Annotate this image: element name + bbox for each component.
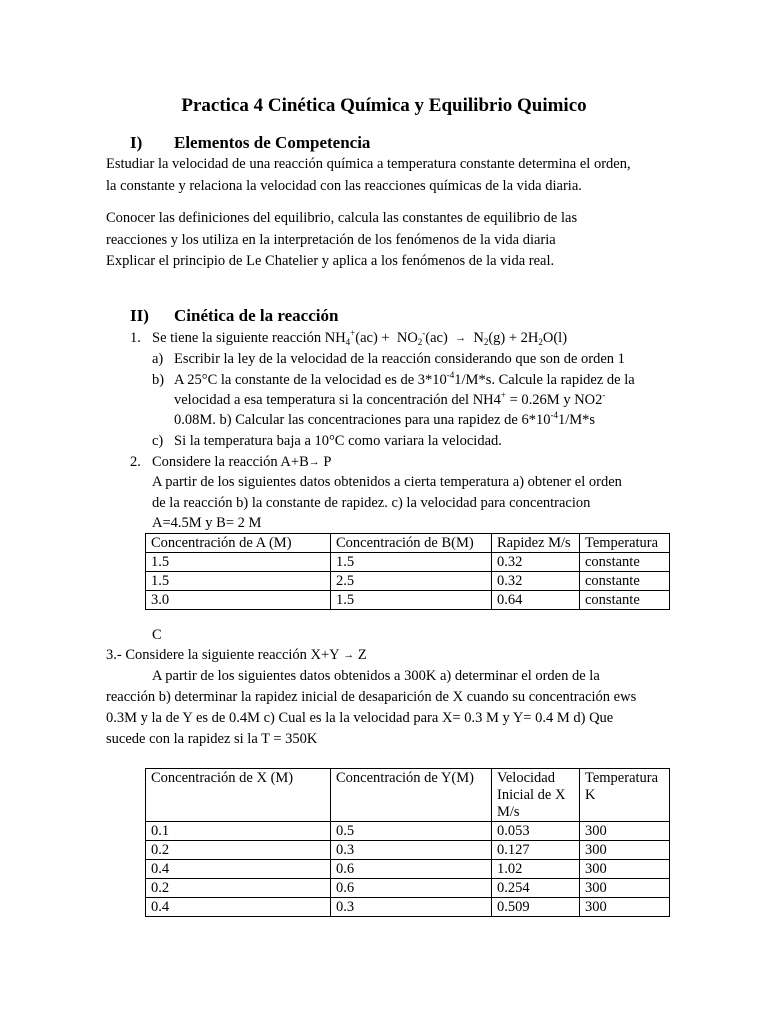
table-row [146, 572, 670, 591]
table-header-row [146, 534, 670, 553]
table-cell: 0.32 [492, 572, 580, 591]
section-2-number: II) [130, 306, 149, 325]
q3-line: 0.3M y la de Y es de 0.4M c) Cual es la la velocidad para X= 0.3 M y Y= 0.4 M d) Que [106, 710, 614, 726]
table-header-cell: Concentración de X (M) [146, 769, 331, 822]
q1-b-line-3: 0.08M. b) Calcular las concentraciones para una rapidez de $6*10^{-4}1/M*s$ [174, 410, 596, 428]
table-cell: 1.5 [331, 553, 492, 572]
q1-products: $N_2(g) + 2H_2O(l)$ [473, 330, 568, 347]
reaction-arrow-icon: → [343, 649, 355, 661]
section-1-line: Conocer las definiciones del equilibrio, calcula las constantes de equilibrio de las [106, 210, 578, 226]
q2-data-table [145, 533, 670, 610]
table-cell: 0.4 [146, 898, 331, 917]
table-cell: 0.509 [492, 898, 580, 917]
q2-line: de la reacción b) la constante de rapidez. c) la velocidad para concentracion [152, 495, 591, 511]
table-cell: 0.5 [331, 822, 492, 841]
q1-b-line-1: A 25°C la constante de la velocidad es de $3*10^{-4}1/M*s$. Calcule la rapidez de la [174, 370, 635, 388]
section-1-number: I) [130, 133, 143, 152]
q3-data-table [145, 768, 670, 917]
table-header-cell: Rapidez M/s [492, 534, 580, 553]
q2-number: 2. [130, 454, 141, 470]
table-cell: 0.254 [492, 879, 580, 898]
q3-line: A partir de los siguientes datos obtenidos a 300K a) determinar el orden de la [152, 668, 600, 684]
section-1-line: Estudiar la velocidad de una reacción química a temperatura constante determina el orden, [106, 156, 631, 172]
table-cell: 3.0 [146, 591, 331, 610]
section-2-heading: Cinética de la reacción [174, 306, 339, 325]
table-cell: 300 [580, 841, 670, 860]
reaction-arrow-icon: → [455, 332, 467, 344]
q1-b-label: b) [152, 372, 165, 388]
table-cell: 300 [580, 879, 670, 898]
table-cell: 0.64 [492, 591, 580, 610]
q1-a-text: Escribir la ley de la velocidad de la reacción considerando que son de orden 1 [174, 351, 625, 367]
table-header-row [146, 769, 670, 822]
q3-line: reacción b) determinar la rapidez inicial de desaparición de X cuando su concentración ews [106, 689, 637, 705]
reaction-arrow-icon: → [308, 456, 320, 468]
table-row [146, 879, 670, 898]
q3-intro: 3.- Considere la siguiente reacción X+Y → Z [106, 647, 367, 663]
table-cell: 1.5 [331, 591, 492, 610]
q3-line: sucede con la rapidez si la T = 350K [106, 731, 318, 747]
table-cell: 0.053 [492, 822, 580, 841]
q1-species-no2: $NO_2^-$ [396, 328, 426, 347]
table-row [146, 860, 670, 879]
table-cell: constante [580, 553, 670, 572]
table-cell: 0.6 [331, 879, 492, 898]
table-cell: 0.6 [331, 860, 492, 879]
table-cell: 0.4 [146, 860, 331, 879]
table-header-cell: Concentración de B(M) [331, 534, 492, 553]
table-header-cell: Velocidad Inicial de X M/s [492, 769, 580, 822]
table-header-cell: Concentración de A (M) [146, 534, 331, 553]
table-cell: 1.5 [146, 572, 331, 591]
q2-intro: Considere la reacción A+B→ P [152, 454, 332, 470]
q2-line: A=4.5M y B= 2 M [152, 515, 262, 531]
q1-number: 1. [130, 330, 141, 346]
table-row [146, 553, 670, 572]
table-cell: 0.127 [492, 841, 580, 860]
table-row [146, 898, 670, 917]
table-cell: 0.2 [146, 879, 331, 898]
section-1-line: Explicar el principio de Le Chatelier y aplica a los fenómenos de la vida real. [106, 253, 555, 269]
page-title: Practica 4 Cinética Química y Equilibrio Quimico [181, 95, 587, 116]
table-cell: 0.3 [331, 841, 492, 860]
q1-c-label: c) [152, 433, 164, 449]
table-cell: 1.02 [492, 860, 580, 879]
table-header-cell: Concentración de Y(M) [331, 769, 492, 822]
section-1-line: la constante y relaciona la velocidad con las reacciones químicas de la vida diaria. [106, 178, 582, 194]
q1-b-line-2: velocidad a esa temperatura si la concentración del NH4+ = 0.26M y NO2- [174, 390, 606, 408]
q1-intro: Se tiene la siguiente reacción [152, 330, 322, 346]
table-cell: 0.1 [146, 822, 331, 841]
q2-line: A partir de los siguientes datos obtenidos a cierta temperatura a) obtener el orden [152, 474, 622, 490]
table-row [146, 591, 670, 610]
q2-trailing-text: C [152, 627, 162, 643]
table-cell: 2.5 [331, 572, 492, 591]
section-1-line: reacciones y los utiliza en la interpretación de los fenómenos de la vida diaria [106, 232, 556, 248]
table-cell: 0.32 [492, 553, 580, 572]
table-cell: constante [580, 591, 670, 610]
table-cell: 1.5 [146, 553, 331, 572]
table-cell: 0.2 [146, 841, 331, 860]
table-cell: constante [580, 572, 670, 591]
table-header-cell: Temperatura [580, 534, 670, 553]
section-1-heading: Elementos de Competencia [174, 133, 371, 152]
table-row [146, 822, 670, 841]
q1-a-label: a) [152, 351, 164, 367]
table-cell: 0.3 [331, 898, 492, 917]
table-row [146, 841, 670, 860]
table-cell: 300 [580, 822, 670, 841]
table-header-cell: Temperatura K [580, 769, 670, 822]
table-cell: 300 [580, 898, 670, 917]
table-cell: 300 [580, 860, 670, 879]
q1-species-nh4: $NH_4^+$ [324, 328, 356, 347]
q1-reaction-line: Se tiene la siguiente reacción $NH_4^+(ac) + NO_2^-(ac) \to N_2(g) + 2H_2O(l)$ [152, 328, 568, 347]
q1-c-text: Si la temperatura baja a 10°C como variara la velocidad. [174, 433, 502, 449]
